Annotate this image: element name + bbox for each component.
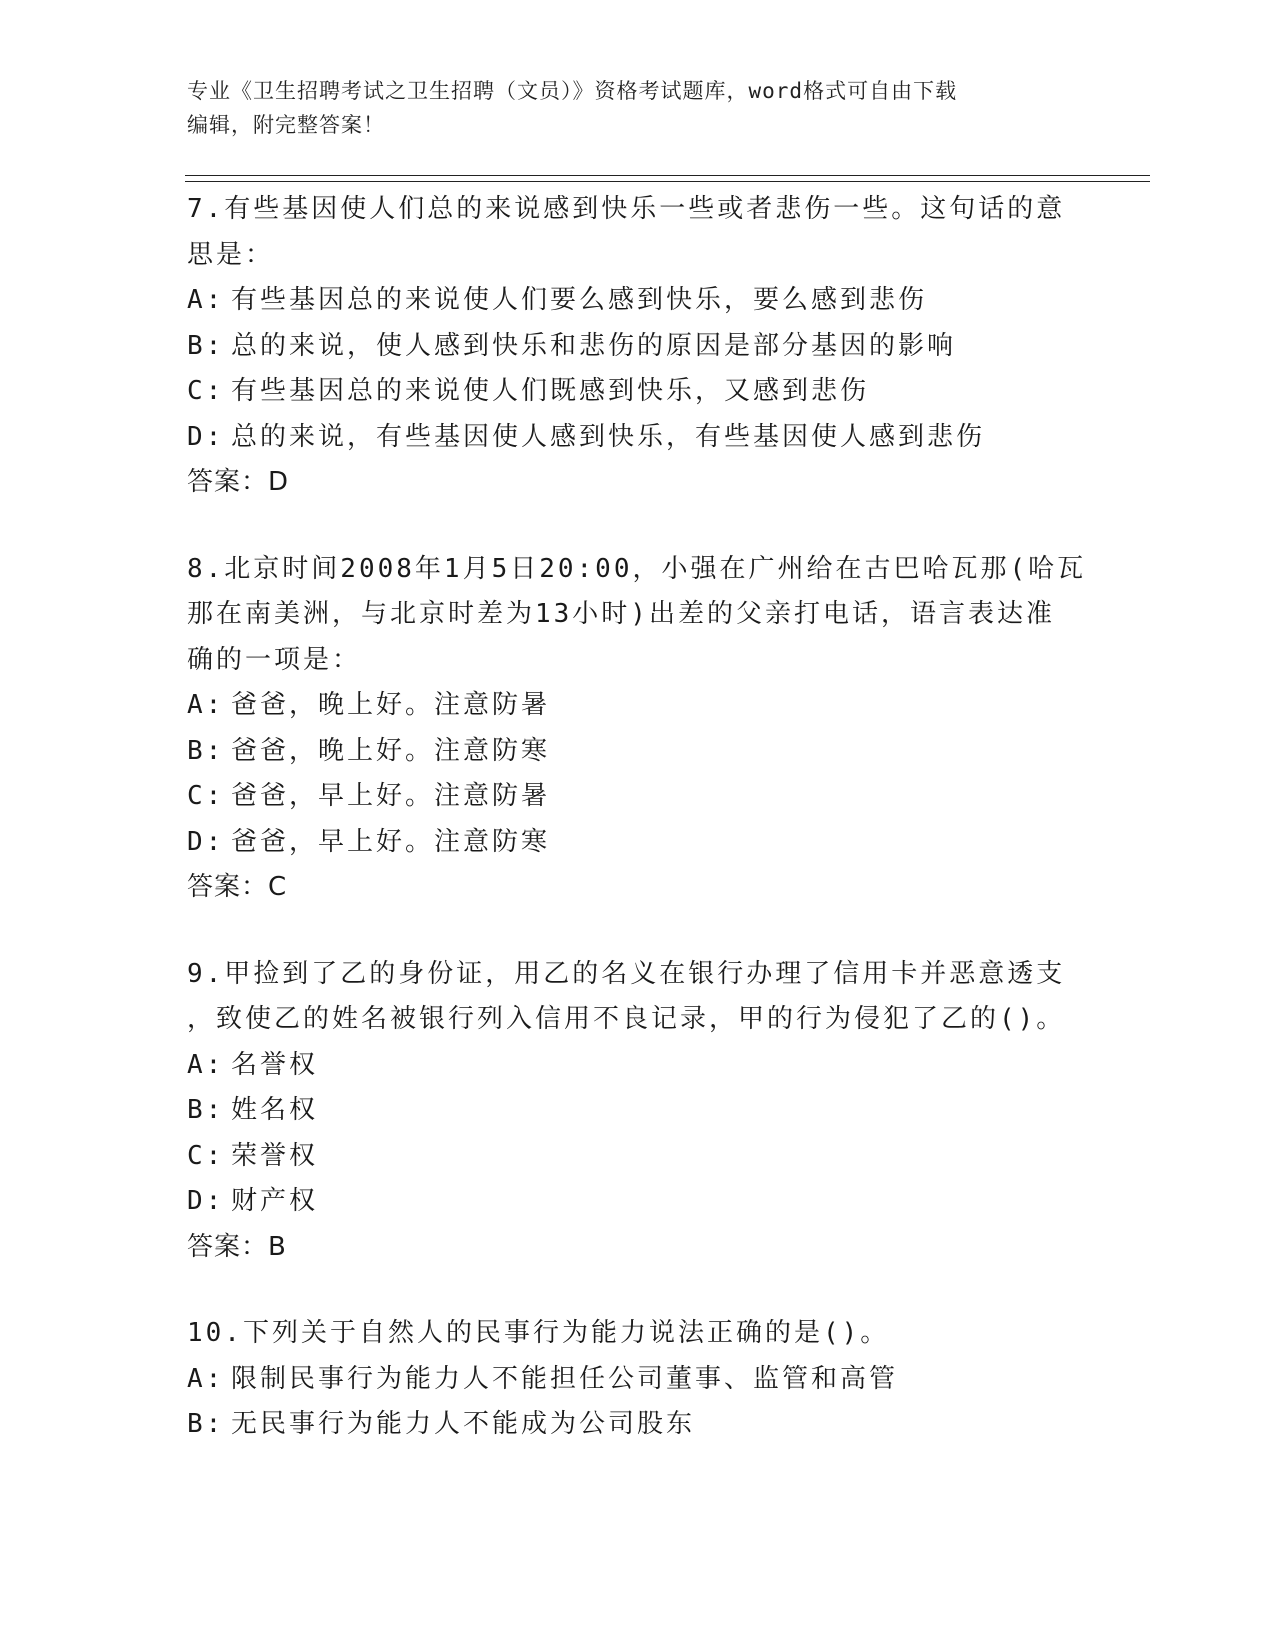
option-text: 总的来说，有些基因使人感到快乐，有些基因使人感到悲伤: [231, 421, 986, 452]
option-text: 名誉权: [231, 1049, 319, 1080]
option-key: A:: [187, 1049, 225, 1080]
question-stem-line: 8.北京时间2008年1月5日20:00，小强在广州给在古巴哈瓦那(哈瓦: [187, 553, 1087, 584]
option-text: 财产权: [231, 1186, 319, 1216]
option-c: [187, 774, 1087, 820]
option-key: B:: [187, 330, 225, 361]
option-b: [187, 1088, 1087, 1134]
header-line-1: 专业《卫生招聘考试之卫生招聘（文员）》资格考试题库，word格式可自由下载: [187, 79, 958, 103]
question-stem-line: 9.甲捡到了乙的身份证，用乙的名义在银行办理了信用卡并恶意透支: [187, 958, 1066, 989]
option-text: 爸爸，晚上好。注意防寒: [231, 735, 551, 766]
option-key: D:: [187, 826, 225, 857]
option-text: 姓名权: [231, 1095, 319, 1125]
question-10: [187, 1311, 1087, 1448]
question-stem-line: 7.有些基因使人们总的来说感到快乐一些或者悲伤一些。这句话的意: [187, 194, 1066, 224]
option-c: [187, 369, 1087, 415]
option-d: [187, 820, 1087, 866]
option-key: A:: [187, 1363, 225, 1394]
question-spacer: [187, 1270, 1087, 1311]
question-stem-line: 确的一项是：: [187, 644, 362, 675]
option-text: 荣誉权: [231, 1140, 319, 1171]
question-spacer: [187, 506, 1087, 547]
option-b: [187, 729, 1087, 775]
question-stem-line: 那在南美洲，与北京时差为13小时)出差的父亲打电话，语言表达准: [187, 599, 1055, 629]
question-spacer: [187, 911, 1087, 952]
option-key: A:: [187, 690, 225, 720]
option-text: 无民事行为能力人不能成为公司股东: [231, 1409, 696, 1439]
option-text: 限制民事行为能力人不能担任公司董事、监管和高管: [231, 1363, 899, 1394]
option-a: [187, 1357, 1087, 1403]
option-text: 总的来说，使人感到快乐和悲伤的原因是部分基因的影响: [231, 330, 957, 361]
document-header: [187, 74, 1087, 142]
option-a: [187, 278, 1087, 324]
answer-line: 答案：C: [187, 872, 288, 902]
header-line-2: 编辑，附完整答案！: [187, 113, 385, 137]
option-c: [187, 1134, 1087, 1180]
option-key: C:: [187, 781, 225, 811]
header-divider-bottom: [185, 181, 1150, 182]
option-text: 有些基因总的来说使人们要么感到快乐，要么感到悲伤: [231, 285, 928, 315]
option-text: 有些基因总的来说使人们既感到快乐，又感到悲伤: [231, 376, 870, 406]
option-d: [187, 415, 1087, 461]
option-a: [187, 683, 1087, 729]
option-d: [187, 1179, 1087, 1225]
option-key: B:: [187, 1095, 225, 1125]
question-stem-line: ，致使乙的姓名被银行列入信用不良记录，甲的行为侵犯了乙的()。: [187, 1004, 1066, 1034]
option-key: A:: [187, 285, 225, 315]
option-key: D:: [187, 421, 225, 452]
option-text: 爸爸，早上好。注意防寒: [231, 826, 551, 857]
question-8: [187, 547, 1087, 911]
option-a: [187, 1043, 1087, 1089]
option-key: C:: [187, 1140, 225, 1171]
option-text: 爸爸，早上好。注意防暑: [231, 781, 551, 811]
answer-line: 答案：B: [187, 1231, 287, 1262]
option-key: B:: [187, 1409, 225, 1439]
question-7: [187, 187, 1087, 506]
question-list: [187, 187, 1087, 1448]
option-key: C:: [187, 376, 225, 406]
option-b: [187, 324, 1087, 370]
question-stem-line: 思是：: [187, 239, 275, 270]
option-key: D:: [187, 1186, 225, 1216]
option-key: B:: [187, 735, 225, 766]
answer-line: 答案：D: [187, 467, 290, 497]
option-text: 爸爸，晚上好。注意防暑: [231, 690, 551, 720]
header-divider-top: [185, 175, 1150, 176]
question-9: [187, 952, 1087, 1271]
question-stem-line: 10.下列关于自然人的民事行为能力说法正确的是()。: [187, 1318, 890, 1348]
option-b: [187, 1402, 1087, 1448]
